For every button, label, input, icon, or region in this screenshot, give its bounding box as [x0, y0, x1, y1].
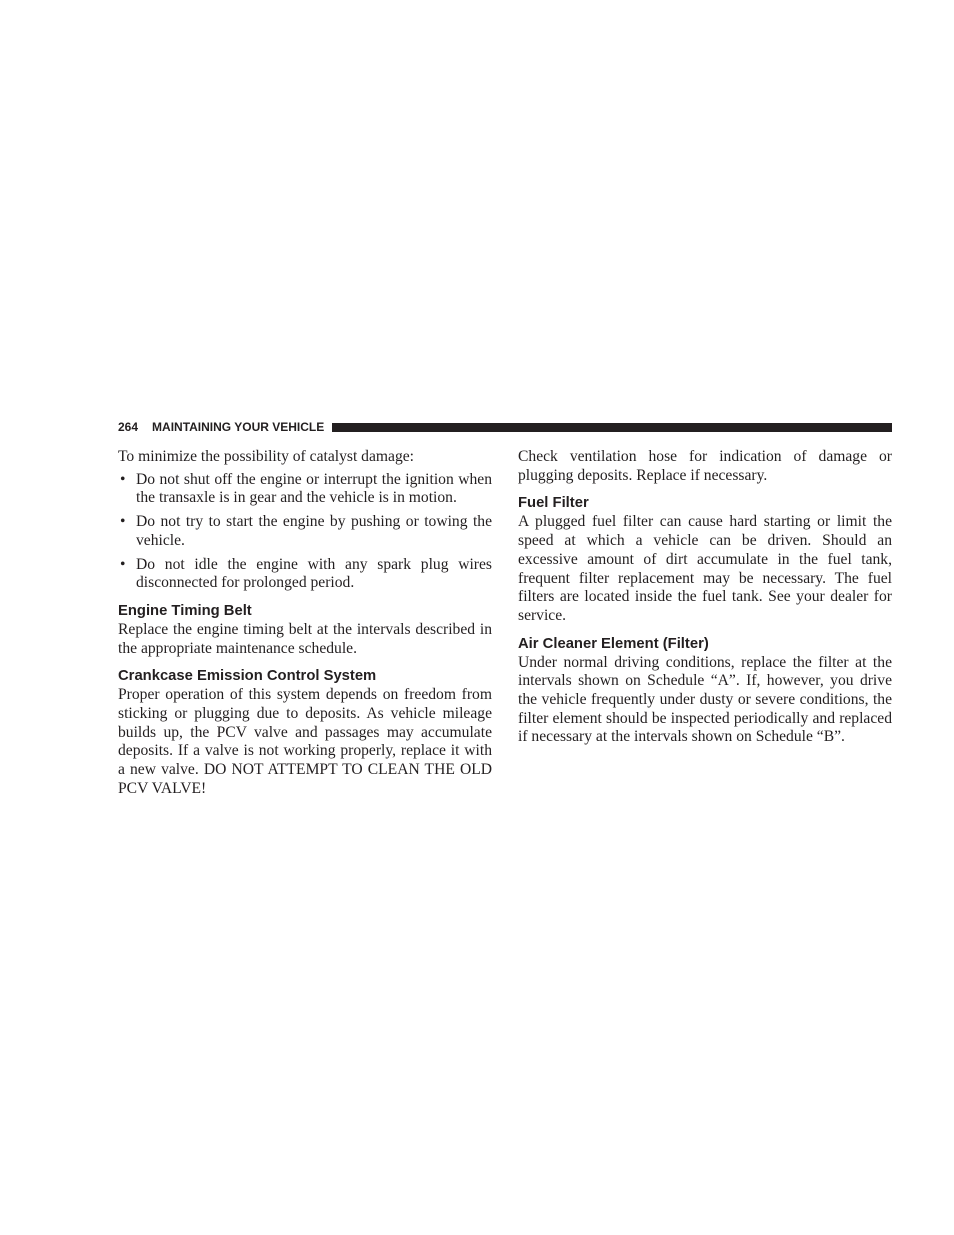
- header-rule: [332, 423, 892, 432]
- catalyst-intro: To minimize the possibility of catalyst damage:: [118, 448, 414, 465]
- crankcase-heading: Crankcase Emission Control System: [118, 668, 377, 685]
- list-item: [118, 471, 492, 508]
- page-header: [118, 419, 892, 435]
- list-item: [118, 513, 492, 550]
- crankcase-body: Proper operation of this system depends on freedom from sticking or plugging due to deposits. As vehicle mileage builds up, the PCV valve and passages may accumulate deposits. If a valve is not working properly, replace it with a new valve. DO NOT ATTEMPT TO CLEAN THE OLD PCV VALVE!: [118, 686, 492, 797]
- list-item-text: Do not try to start the engine by pushing or towing the vehicle.: [136, 513, 492, 549]
- air-cleaner-body: Under normal driving conditions, replace the filter at the intervals shown on Schedule “A”. If, however, you drive the vehicle frequently under dusty or severe conditions, the filter element should be inspected periodically and replaced if necessary at the intervals shown on Schedule “B”.: [518, 653, 892, 746]
- catalyst-bullet-list: [118, 471, 492, 593]
- air-cleaner-heading: Air Cleaner Element (Filter): [518, 635, 709, 652]
- list-item-text: Do not shut off the engine or interrupt the ignition when the transaxle is in gear and the vehicle is in motion.: [136, 470, 492, 507]
- engine-timing-belt-heading: Engine Timing Belt: [118, 602, 252, 619]
- left-column: [118, 448, 492, 799]
- fuel-filter-body: A plugged fuel filter can cause hard starting or limit the speed at which a vehicle can be driven. Should an excessive amount of dirt accumulate in the fuel tank, frequent filter replacement may be necessary. The fuel filters are located inside the fuel tank. See your dealer for service.: [518, 513, 892, 624]
- right-column: [518, 448, 892, 747]
- engine-timing-belt-body: Replace the engine timing belt at the intervals described in the appropriate maintenance schedule.: [118, 620, 492, 657]
- ventilation-hose-text: Check ventilation hose for indication of damage or plugging deposits. Replace if necessary.: [518, 448, 892, 484]
- bullet-icon: •: [120, 470, 126, 488]
- bullet-icon: •: [120, 555, 126, 573]
- section-title: MAINTAINING YOUR VEHICLE: [152, 420, 325, 434]
- list-item-text: Do not idle the engine with any spark plug wires disconnected for prolonged period.: [136, 555, 492, 592]
- fuel-filter-heading: Fuel Filter: [518, 495, 589, 512]
- list-item: [118, 556, 492, 593]
- bullet-icon: •: [120, 513, 126, 531]
- page-number: 264: [118, 420, 139, 434]
